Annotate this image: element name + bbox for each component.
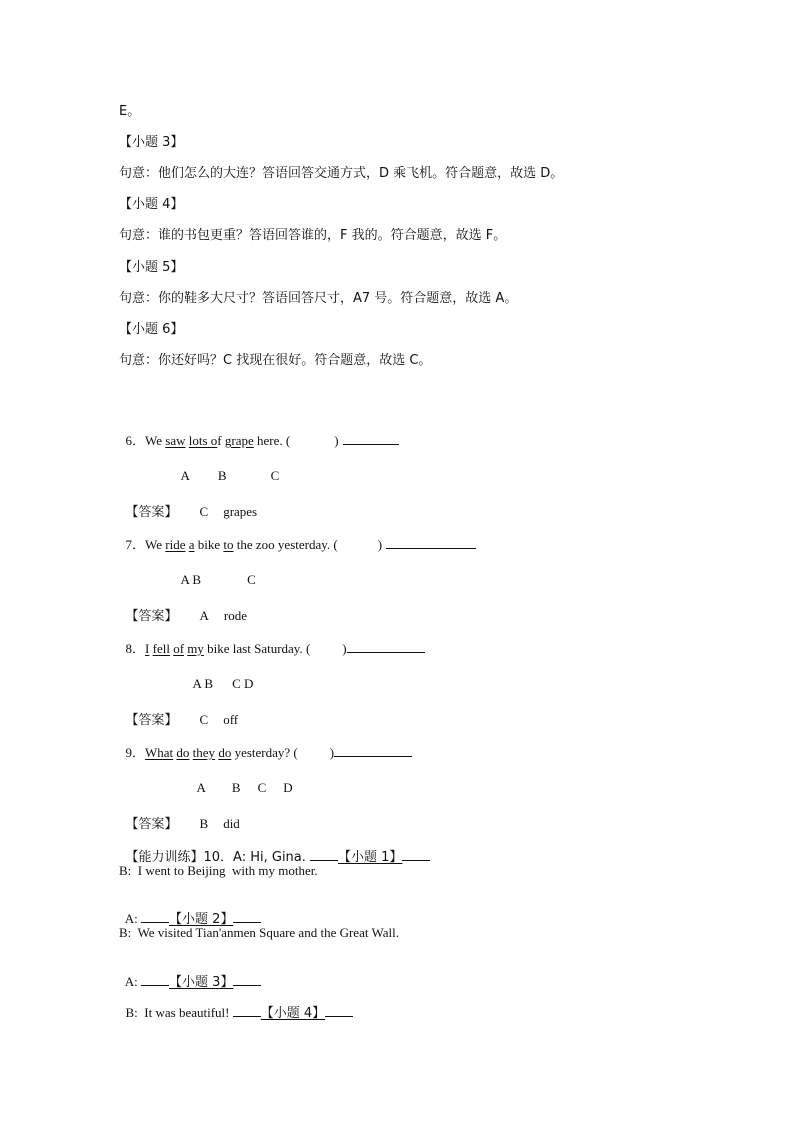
choice-letters xyxy=(119,556,256,588)
question-number: 6． xyxy=(125,433,146,448)
dialog-line-b1: B: I went to Beijing with my mother. xyxy=(119,863,318,878)
subquestion-4-explanation: 句意：谁的书包更重？答语回答谁的，F 我的。符合题意，故选 F。 xyxy=(119,228,507,243)
dialog-line-b2: B: We visited Tian'anmen Square and the Great Wall. xyxy=(119,925,399,940)
speaker-a: A: xyxy=(124,911,142,926)
choice-letter-c: C xyxy=(247,572,256,587)
blank-left[interactable] xyxy=(233,1004,261,1017)
question-6 xyxy=(119,416,399,449)
question-text: the zoo yesterday. ( xyxy=(233,537,338,552)
dialog-line-b3 xyxy=(119,988,353,1022)
choice-letter-c: C xyxy=(270,468,280,483)
answer-line xyxy=(119,696,238,729)
underlined-word-b: fell xyxy=(152,641,170,656)
explanation-line-e: E。 xyxy=(119,104,141,119)
answer-blank[interactable] xyxy=(386,536,476,549)
answer-label: 【答案】 xyxy=(125,505,178,520)
answer-letter: B xyxy=(199,816,209,831)
choice-letter-b: B xyxy=(217,468,227,483)
question-text: bike last Saturday. ( xyxy=(203,641,311,656)
answer-letter: A xyxy=(199,608,209,623)
choice-letters xyxy=(119,764,293,796)
paren-close: ) xyxy=(377,537,383,552)
underlined-word-c: of xyxy=(173,641,185,656)
blank-right[interactable] xyxy=(402,848,430,861)
subquestion-1-marker: 【小题 1】 xyxy=(338,850,403,865)
subquestion-5-tag: 【小题 5】 xyxy=(119,260,184,275)
paren-close: ) xyxy=(329,745,335,760)
choice-letters xyxy=(119,660,253,692)
answer-blank[interactable] xyxy=(343,432,399,445)
subquestion-6-explanation: 句意：你还好吗？C 找现在很好。符合题意，故选 C。 xyxy=(119,353,432,368)
underlined-word-a: I xyxy=(145,641,150,656)
underlined-word-b: a xyxy=(188,537,195,552)
choice-letter-b: B xyxy=(231,780,241,795)
underlined-word-c: to xyxy=(223,537,234,552)
blank-left[interactable] xyxy=(141,973,169,986)
question-text: f xyxy=(217,433,225,448)
question-number: 8． xyxy=(125,641,146,656)
answer-line xyxy=(119,800,240,833)
dialog-line-a2 xyxy=(119,894,261,928)
choice-letter-d: D xyxy=(283,780,293,795)
blank-right[interactable] xyxy=(325,1004,353,1017)
answer-label: 【答案】 xyxy=(125,713,178,728)
answer-letter: C xyxy=(199,504,209,519)
question-8 xyxy=(119,624,425,657)
question-text: We xyxy=(145,433,166,448)
choice-letter-a: A xyxy=(180,468,190,483)
question-text: here. ( xyxy=(253,433,291,448)
subquestion-3-explanation: 句意：他们怎么的大连？答语回答交通方式，D 乘飞机。符合题意，故选 D。 xyxy=(119,166,564,181)
question-text: bike xyxy=(194,537,224,552)
blank-left[interactable] xyxy=(310,848,338,861)
answer-correction: off xyxy=(223,712,239,727)
choice-letters-ab: A B xyxy=(192,676,214,691)
underlined-word-d: my xyxy=(187,641,204,656)
answer-letter: C xyxy=(199,712,209,727)
answer-line xyxy=(119,592,247,625)
choice-letters-ab: A B xyxy=(180,572,202,587)
speaker-a: A: xyxy=(124,974,142,989)
question-text: We xyxy=(145,537,166,552)
choice-letters-cd: C D xyxy=(232,676,254,691)
underlined-word-a: saw xyxy=(165,433,186,448)
paren-close: ) xyxy=(334,433,339,448)
underlined-word-b: lots o xyxy=(188,433,218,448)
question-number: 7． xyxy=(125,537,146,552)
question-number: 9． xyxy=(125,745,146,760)
blank-left[interactable] xyxy=(141,910,169,923)
underlined-word-a: ride xyxy=(165,537,186,552)
underlined-word-d: do xyxy=(218,745,232,760)
dialog-line-a1 xyxy=(119,832,430,866)
choice-letter-a: A xyxy=(196,780,206,795)
subquestion-4-tag: 【小题 4】 xyxy=(119,197,184,212)
speaker-b-text: B: It was beautiful! xyxy=(125,1005,233,1020)
underlined-word-b: do xyxy=(176,745,190,760)
question-9 xyxy=(119,728,412,761)
underlined-word-c: grape xyxy=(224,433,254,448)
answer-label: 【答案】 xyxy=(125,609,178,624)
answer-line xyxy=(119,488,257,521)
paren-close: ) xyxy=(342,641,347,656)
answer-label: 【答案】 xyxy=(125,817,178,832)
question-7 xyxy=(119,520,476,553)
subquestion-3-tag: 【小题 3】 xyxy=(119,135,184,150)
answer-blank[interactable] xyxy=(347,640,425,653)
answer-blank[interactable] xyxy=(334,744,412,757)
dialog-line-a3 xyxy=(119,957,261,991)
blank-right[interactable] xyxy=(233,973,261,986)
underlined-word-c: they xyxy=(192,745,216,760)
subquestion-4-marker: 【小题 4】 xyxy=(260,1006,326,1021)
subquestion-5-explanation: 句意：你的鞋多大尺寸？答语回答尺寸，A7 号。符合题意，故选 A。 xyxy=(119,291,518,306)
answer-correction: rode xyxy=(223,608,248,623)
choice-letters xyxy=(119,452,279,484)
subquestion-3-marker: 【小题 3】 xyxy=(169,975,234,990)
question-text: yesterday? ( xyxy=(231,745,298,760)
answer-correction: grapes xyxy=(223,504,258,519)
answer-correction: did xyxy=(223,816,240,831)
blank-right[interactable] xyxy=(233,910,261,923)
choice-letter-c: C xyxy=(257,780,267,795)
subquestion-6-tag: 【小题 6】 xyxy=(119,322,184,337)
subquestion-2-marker: 【小题 2】 xyxy=(169,912,234,927)
underlined-word-a: What xyxy=(145,745,174,760)
ability-training-heading: 【能力训练】10．A: Hi, Gina. xyxy=(125,850,311,865)
